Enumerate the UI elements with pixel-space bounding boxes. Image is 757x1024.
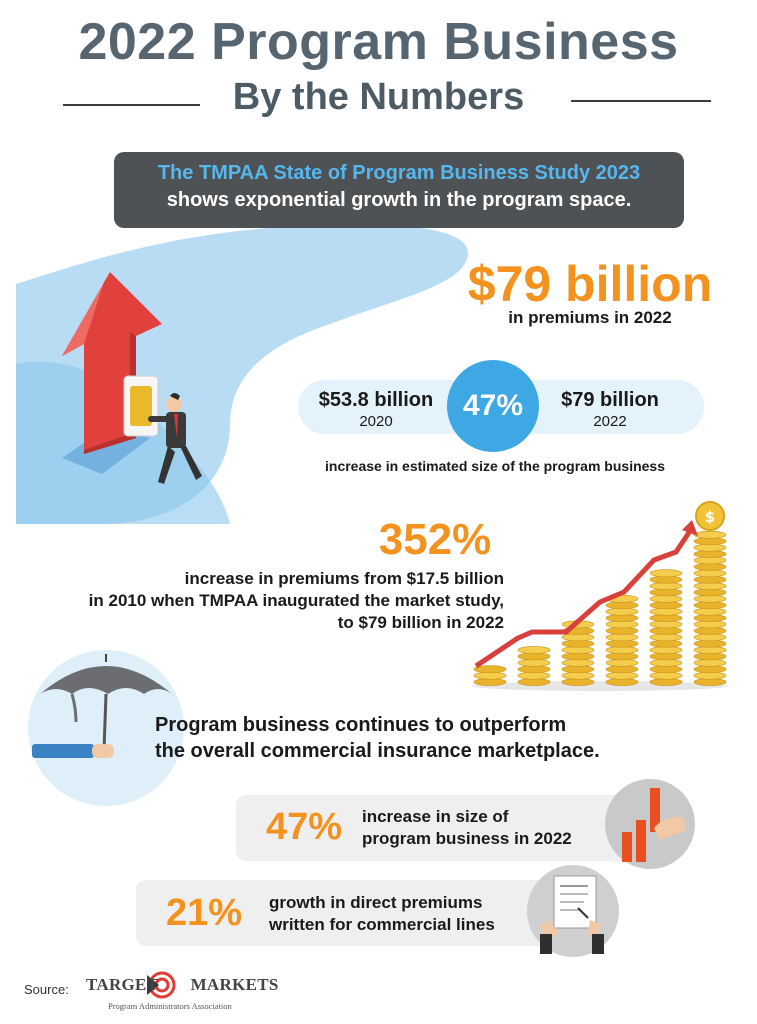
stat-card-line: program business in 2022 xyxy=(362,829,572,848)
arrow-pushing-illustration xyxy=(0,224,470,526)
bar-chart-hand-icon xyxy=(604,778,696,870)
coin-stack-growth-chart xyxy=(470,498,732,692)
title-rule-right xyxy=(571,100,711,102)
coin xyxy=(694,531,726,538)
increase-352-line: in 2010 when TMPAA inaugurated the market study, xyxy=(88,591,504,610)
year-2020: 2020 xyxy=(359,413,393,430)
stat-card-text xyxy=(362,806,622,850)
stat-card-line: increase in size of xyxy=(362,807,509,826)
growth-percent-circle: 47% xyxy=(447,360,539,452)
increase-352-description xyxy=(20,568,504,634)
value-2022: $79 billion xyxy=(561,389,659,411)
value-2020: $53.8 billion xyxy=(318,389,434,411)
intro-banner xyxy=(114,152,684,228)
stat-card-percent: 47% xyxy=(265,806,343,848)
source-label: Source: xyxy=(24,982,69,997)
outperform-line: Program business continues to outperform xyxy=(155,714,567,736)
stat-card-line: written for commercial lines xyxy=(269,915,495,934)
outperform-line: the overall commercial insurance marketplace. xyxy=(155,740,600,762)
logo-subtext: Program Administrators Association xyxy=(108,1001,232,1011)
document-signing-icon xyxy=(526,864,620,958)
coin-stacks xyxy=(474,531,726,685)
increase-352-value: 352% xyxy=(378,515,492,564)
premiums-value: $79 billion xyxy=(467,256,713,312)
premiums-caption: in premiums in 2022 xyxy=(508,308,672,327)
coin xyxy=(518,646,550,653)
logo-text: TARGET MARKETS xyxy=(86,975,279,994)
coin xyxy=(650,570,682,577)
outperform-statement xyxy=(155,712,715,764)
intro-line-study: The TMPAA State of Program Business Study 2023 xyxy=(157,162,641,184)
intro-line-growth: shows exponential growth in the program space. xyxy=(166,189,632,211)
increase-352-line: to $79 billion in 2022 xyxy=(337,613,504,632)
growth-caption: increase in estimated size of the program business xyxy=(325,458,665,474)
year-2022: 2022 xyxy=(593,413,627,430)
increase-352-line: increase in premiums from $17.5 billion xyxy=(184,569,504,588)
page-subtitle: By the Numbers xyxy=(232,76,525,118)
svg-text:$: $ xyxy=(704,508,716,526)
stat-card-percent: 21% xyxy=(165,892,243,934)
stat-card-line: growth in direct premiums xyxy=(269,893,483,912)
stat-card-text xyxy=(269,892,549,936)
page-title: 2022 Program Business xyxy=(78,13,679,71)
